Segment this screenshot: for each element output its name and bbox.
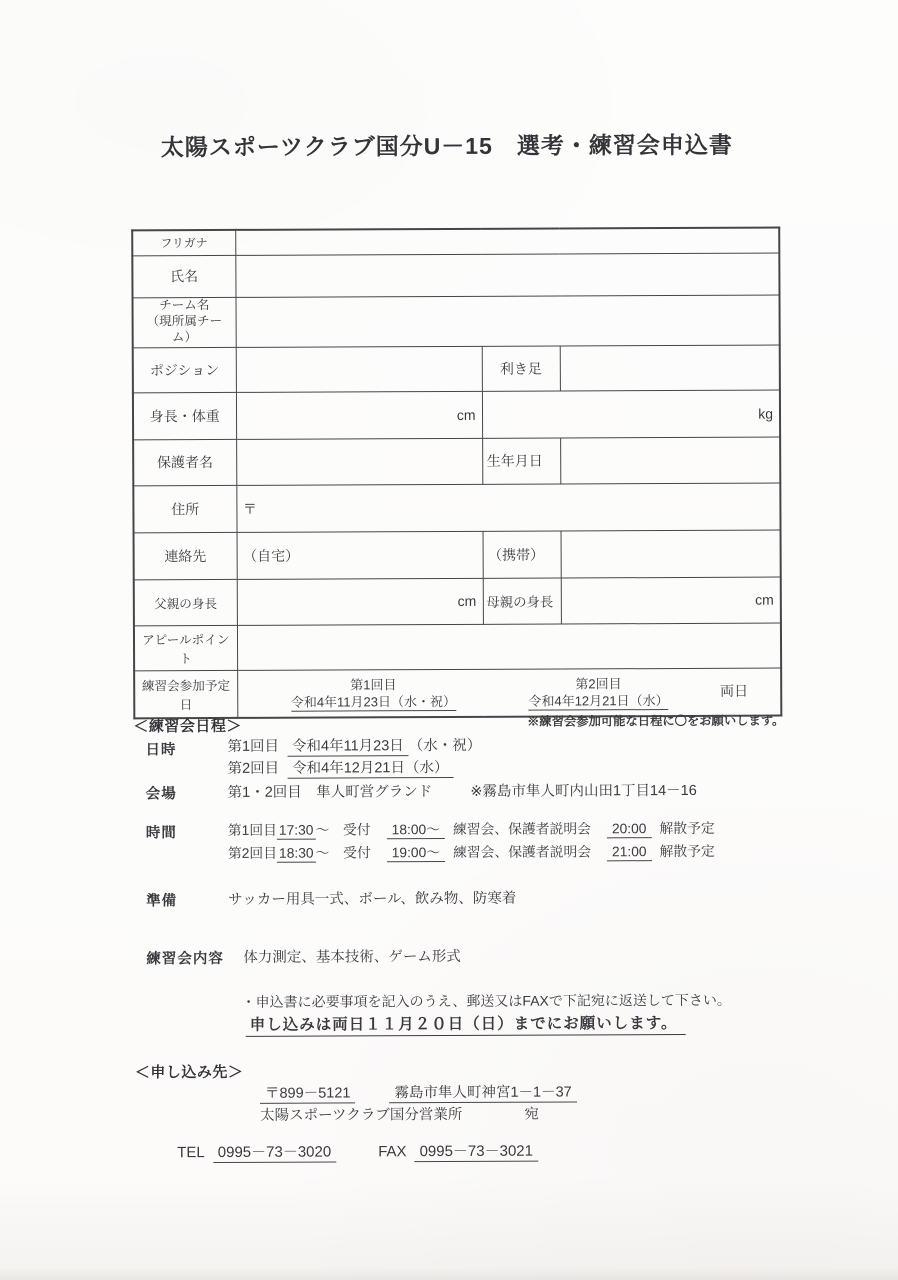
row-furigana (132, 228, 779, 256)
session1-title: 第1回目 (350, 676, 397, 693)
furigana-blank-field (235, 228, 779, 255)
height-weight-label: 身長・体重 (133, 392, 236, 439)
dominant-foot-blank-field (560, 345, 780, 391)
furigana-label: フリガナ (132, 230, 235, 255)
venue-line (228, 779, 697, 802)
datetime2-prefix: 第2回目 (227, 760, 280, 777)
attend-date-label: 練習会参加予定日 (134, 670, 237, 718)
tel-label: TEL (177, 1144, 205, 1162)
time2-suffix: 解散予定 (659, 843, 715, 860)
mother-height-label: 母親の身長 (483, 578, 561, 624)
row-address (133, 483, 780, 533)
time1-mid1: ～ 受付 (315, 822, 371, 838)
name-blank-field (235, 253, 779, 297)
attend-option-both-days: 両日 (720, 682, 749, 700)
time2-prefix: 第2回目 (227, 845, 278, 861)
form-title: 太陽スポーツクラブ国分U－15 選考・練習会申込書 (160, 131, 733, 161)
tel-fax-line (177, 1140, 538, 1163)
session2-date: 令和4年12月21日（水） (528, 692, 669, 709)
mother-height-field-cm: cm (561, 577, 781, 624)
preparation-text: サッカー用具一式、ボール、飲み物、防寒着 (228, 890, 517, 908)
time-label: 時間 (145, 825, 177, 842)
apply-office-name: 太陽スポーツクラブ国分営業所 (260, 1106, 463, 1124)
time1-end: 20:00 (607, 821, 652, 838)
birthdate-blank-field (560, 437, 780, 484)
contact-mobile-blank-field (561, 530, 781, 578)
time1-prefix: 第1回目 (227, 822, 277, 838)
time1-desc: 練習会、保護者説明会 (452, 821, 591, 837)
session-content-label: 練習会内容 (146, 950, 224, 968)
guardian-blank-field (236, 438, 482, 485)
row-contact (134, 530, 781, 580)
team-label-line2: （現所属チーム） (146, 314, 223, 345)
apply-street-address: 霧島市隼人町神宮1－1－37 (389, 1084, 576, 1103)
height-field-cm: cm (236, 391, 482, 439)
row-name (132, 253, 779, 298)
datetime-line2 (228, 757, 454, 780)
address-blank-field (236, 483, 780, 532)
apply-attn: 宛 (524, 1106, 539, 1123)
row-position-foot (133, 345, 780, 393)
session1-date: 令和4年11月23日（水・祝） (290, 693, 457, 710)
datetime1-date: 令和4年11月23日 (287, 738, 409, 757)
attend-option-session2 (509, 675, 688, 710)
team-blank-field (236, 295, 780, 347)
postal-mark: 〒 (242, 500, 257, 517)
time2-desc: 練習会、保護者説明会 (453, 844, 592, 860)
tel-number: 0995－73－3020 (213, 1143, 337, 1163)
time1-suffix: 解散予定 (659, 820, 715, 837)
attend-option-session1 (238, 675, 509, 710)
father-height-label: 父親の身長 (134, 579, 237, 625)
weight-field-kg: kg (482, 390, 780, 438)
contact-mobile-label: （携帯） (483, 531, 561, 578)
team-label-line1: チーム名 (159, 298, 210, 313)
applicant-info-table (131, 227, 782, 720)
contact-home-field: （自宅） (237, 531, 483, 579)
birthdate-label: 生年月日 (482, 438, 560, 484)
time2-end: 21:00 (607, 844, 652, 861)
position-blank-field (236, 346, 482, 392)
datetime2-date: 令和4年12月21日（水） (287, 760, 453, 779)
venue-text: 第1・2回目 隼人町営グランド (227, 784, 433, 801)
apply-postal-code: 〒899－5121 (260, 1085, 356, 1103)
datetime-label: 日時 (145, 742, 177, 759)
preparation-label: 準備 (146, 893, 178, 910)
schedule-heading: ＜練習会日程＞ (133, 717, 242, 736)
session2-title: 第2回目 (575, 675, 622, 692)
mail-fax-note: ・申込書に必要事項を記入のうえ、郵送又はFAXで下記宛に返送して下さい。 (241, 991, 731, 1010)
name-label: 氏名 (132, 255, 235, 297)
time1-start: 17:30 (277, 823, 316, 840)
deadline-note (246, 1011, 686, 1035)
time2-start: 18:30 (277, 846, 316, 863)
guardian-label: 保護者名 (133, 439, 236, 485)
time-line2 (228, 840, 715, 862)
appeal-label: アピールポイント (134, 625, 237, 670)
row-parent-heights (134, 577, 781, 626)
appeal-blank-field (237, 623, 781, 670)
apply-address-line (260, 1080, 577, 1102)
venue-label: 会場 (145, 786, 177, 803)
dominant-foot-label: 利き足 (482, 346, 560, 391)
circle-date-note: ※練習会参加可能な日程に〇をお願いします。 (527, 713, 785, 729)
row-team (133, 295, 780, 348)
time2-mid1: ～ 受付 (315, 845, 371, 861)
time-line1 (228, 817, 715, 839)
time2-reception-start: 19:00～ (387, 845, 445, 862)
team-label (133, 297, 236, 347)
address-label: 住所 (133, 485, 236, 532)
row-appeal (134, 623, 781, 671)
position-label: ポジション (133, 347, 236, 392)
row-guardian-birth (133, 437, 780, 486)
datetime1-prefix: 第1回目 (227, 738, 280, 755)
time1-reception-start: 18:00～ (387, 822, 445, 839)
contact-label: 連絡先 (134, 532, 237, 579)
fax-number: 0995－73－3021 (415, 1143, 539, 1163)
row-height-weight (133, 390, 780, 440)
venue-address-note: ※霧島市隼人町内山田1丁目14－16 (470, 782, 697, 800)
apply-to-heading: ＜申し込み先＞ (134, 1063, 244, 1082)
deadline-note-text: 申し込みは両日１１月２０日（日）までにお願いします。 (246, 1015, 686, 1037)
datetime1-suffix: （水・祝） (408, 737, 482, 755)
father-height-field-cm: cm (237, 578, 483, 625)
apply-office-line (260, 1103, 539, 1125)
fax-label: FAX (378, 1143, 407, 1161)
session-content-text: 体力測定、基本技術、ゲーム形式 (243, 948, 461, 966)
datetime-line1 (227, 735, 481, 758)
